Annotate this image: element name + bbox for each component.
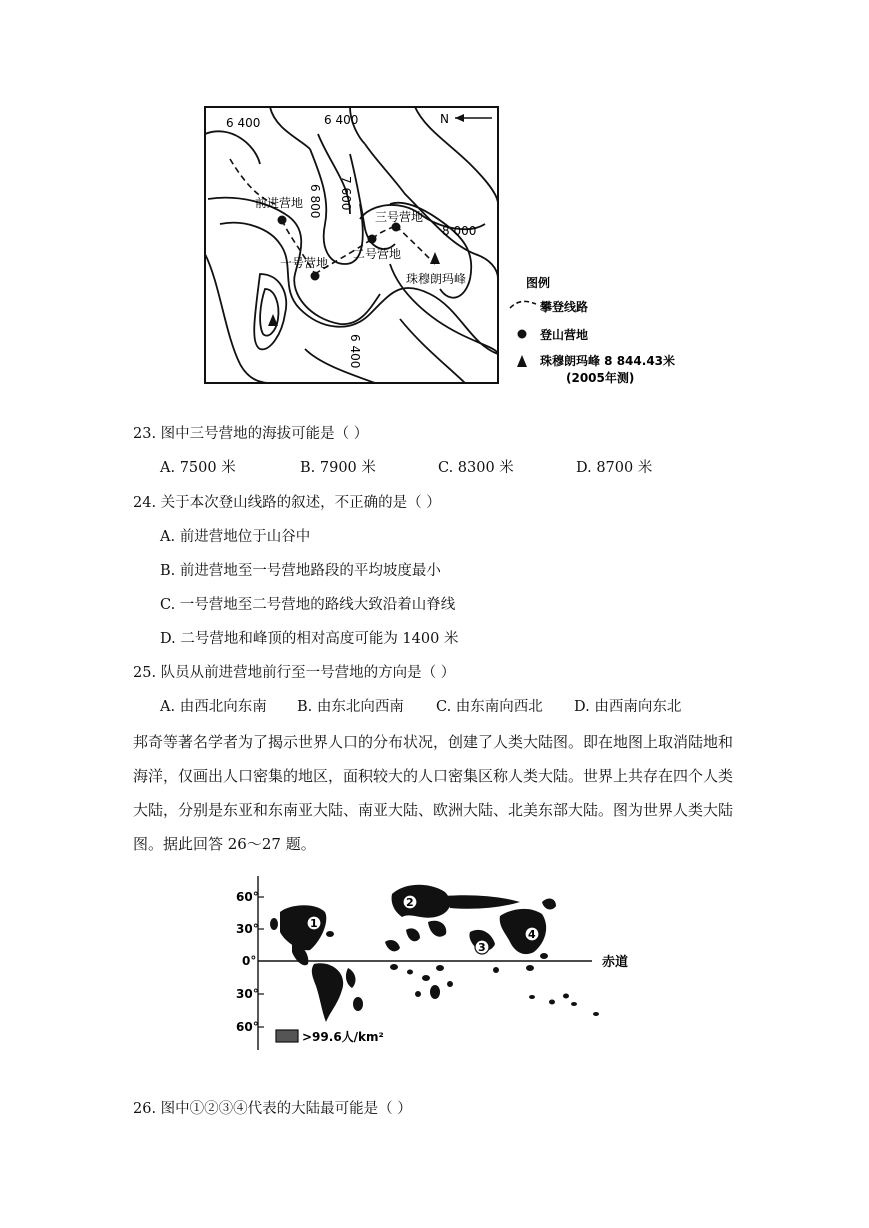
contour-label-6400-b: 6 400 — [324, 113, 359, 127]
north-arrow-icon — [455, 114, 492, 122]
q25-stem: 25. 队员从前进营地前行至一号营地的方向是（ ） — [133, 665, 456, 681]
legend-title: 图例 — [526, 276, 551, 290]
population-blobs — [270, 885, 599, 1022]
marker-4-label: 4 — [528, 928, 536, 941]
north-label: N — [440, 112, 449, 126]
q23-option-b[interactable]: B. 7900 米 — [300, 460, 376, 476]
legend-camp-icon — [518, 330, 527, 339]
label-forward-camp: 前进营地 — [255, 196, 304, 210]
lat-ticks — [258, 897, 264, 1027]
lat-label-0: 0° — [242, 954, 257, 968]
summit-triangle-icon — [268, 314, 278, 326]
lat-label-30s: 30° — [236, 987, 259, 1001]
contour-label-6800: 6 800 — [308, 184, 322, 219]
topo-map-svg — [200, 104, 676, 394]
topo-map-figure — [200, 104, 676, 394]
q23-option-c[interactable]: C. 8300 米 — [438, 460, 514, 476]
camp-2-dot — [368, 235, 377, 244]
legend-density: >99.6人/km² — [302, 1030, 384, 1044]
q24-option-c[interactable]: C. 一号营地至二号营地的路线大致沿着山脊线 — [160, 597, 456, 613]
q25-option-c[interactable]: C. 由东南向西北 — [436, 699, 543, 715]
q25-option-d[interactable]: D. 由西南向东北 — [574, 699, 682, 715]
legend-peak-2: (2005年测) — [566, 371, 635, 385]
lat-label-60n: 60° — [236, 890, 259, 904]
legend-route: 攀登线路 — [540, 300, 589, 314]
lat-label-60s: 60° — [236, 1020, 259, 1034]
legend-camp: 登山营地 — [540, 328, 589, 342]
intro-paragraph: 邦奇等著名学者为了揭示世界人口的分布状况，创建了人类大陆图。即在地图上取消陆地和海洋，仅画出人口密集的地区，面积较大的人口密集区称人类大陆。世界上共存在四个人类大陆，分别是东亚和东南亚大陆、南亚大陆、欧洲大陆、北美东部大陆。图为世界人类大陆图。据此回答 26～27 题。 — [133, 733, 734, 853]
label-camp1: 一号营地 — [280, 256, 329, 270]
label-peak: 珠穆朗玛峰 — [406, 272, 467, 286]
marker-2-label: 2 — [406, 896, 414, 909]
q23-option-d[interactable]: D. 8700 米 — [576, 460, 653, 476]
q23-stem: 23. 图中三号营地的海拔可能是（ ） — [133, 426, 369, 442]
contour-label-6400-c: 6 400 — [348, 334, 362, 369]
legend-peak-1: 珠穆朗玛峰 8 844.43米 — [540, 354, 676, 368]
q24-option-a[interactable]: A. 前进营地位于山谷中 — [160, 529, 311, 545]
contour-label-8000: 8 000 — [442, 224, 477, 238]
q24-option-d[interactable]: D. 二号营地和峰顶的相对高度可能为 1400 米 — [160, 631, 459, 647]
q24-option-b[interactable]: B. 前进营地至一号营地路段的平均坡度最小 — [160, 563, 441, 579]
lat-label-30n: 30° — [236, 922, 259, 936]
equator-label: 赤道 — [602, 955, 629, 970]
q25-option-b[interactable]: B. 由东北向西南 — [297, 699, 404, 715]
label-camp2: 二号营地 — [353, 247, 402, 261]
marker-1-label: 1 — [310, 917, 318, 930]
marker-1 — [307, 916, 321, 930]
camp-1-dot — [311, 272, 320, 281]
q23-option-a[interactable]: A. 7500 米 — [160, 460, 236, 476]
q24-stem: 24. 关于本次登山线路的叙述，不正确的是（ ） — [133, 495, 441, 511]
label-camp3: 三号营地 — [375, 210, 424, 224]
q25-option-a[interactable]: A. 由西北向东南 — [160, 699, 267, 715]
peak-triangle-icon — [430, 252, 440, 264]
marker-4 — [525, 927, 539, 941]
world-map-svg — [230, 872, 650, 1068]
q26-stem: 26. 图中①②③④代表的大陆最可能是（ ） — [133, 1101, 412, 1117]
camp-forward-dot — [278, 216, 287, 225]
marker-2 — [403, 895, 417, 909]
legend-peak-icon — [517, 355, 527, 367]
contour-label-7600: 7 600 — [339, 176, 353, 211]
marker-3 — [475, 940, 489, 954]
marker-3-label: 3 — [478, 941, 486, 954]
legend-route-icon — [510, 301, 536, 308]
contour-label-6400-a: 6 400 — [226, 116, 261, 130]
legend-swatch — [276, 1030, 298, 1042]
world-map-figure — [230, 872, 650, 1068]
